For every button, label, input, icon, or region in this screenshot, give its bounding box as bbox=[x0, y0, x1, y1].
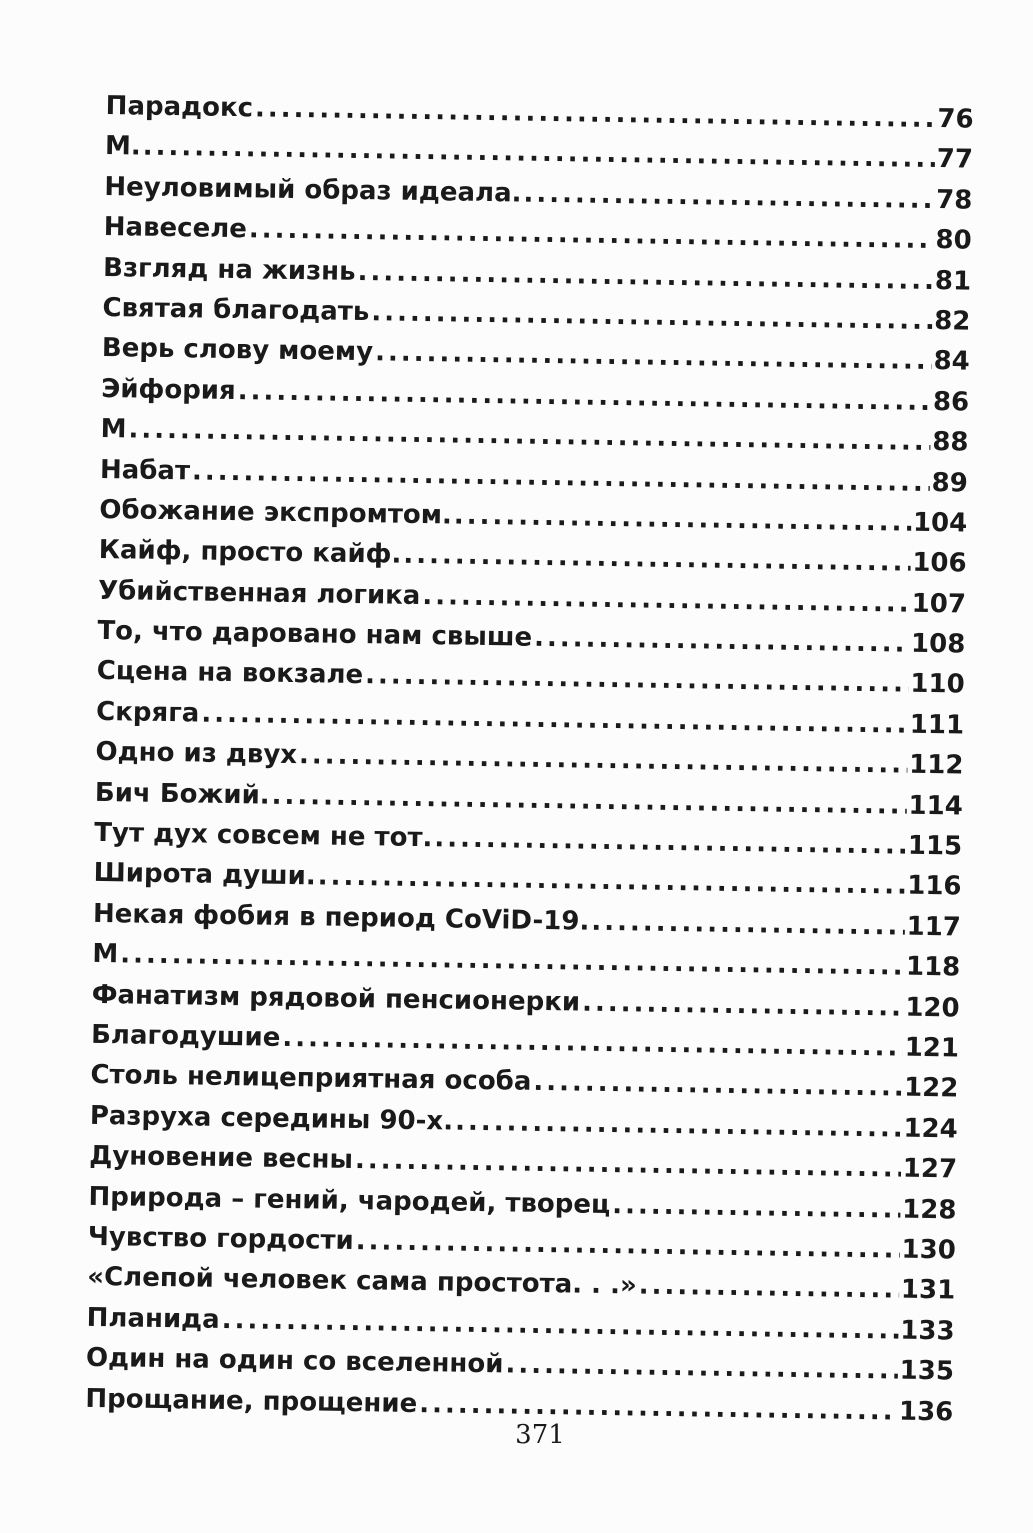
toc-dot-leader bbox=[454, 495, 912, 542]
toc-entry-title: Кайф, просто кайф. bbox=[98, 535, 402, 570]
toc-entry-page: 81 bbox=[934, 265, 972, 297]
toc-entry-page: 82 bbox=[933, 305, 971, 337]
toc-dot-leader bbox=[534, 618, 910, 664]
toc-dot-leader bbox=[455, 1101, 902, 1148]
toc-entry-page: 136 bbox=[898, 1396, 954, 1427]
toc-entry-title: Столь нелицеприятная особа bbox=[90, 1060, 532, 1098]
toc-entry-title: Прощание, прощение bbox=[85, 1383, 418, 1419]
toc-entry-page: 84 bbox=[933, 346, 971, 377]
toc-entry-title: Верь слову моему bbox=[101, 333, 374, 368]
toc-entry-title: Навеселе bbox=[103, 212, 248, 245]
toc-entry-page: 76 bbox=[937, 104, 974, 135]
toc-entry-title: Благодушие bbox=[90, 1019, 281, 1053]
toc-entry-page: 111 bbox=[909, 709, 965, 741]
toc-entry-page: 88 bbox=[932, 427, 969, 458]
toc-entry-title: Разруха середины 90-х. bbox=[89, 1100, 454, 1137]
toc-entry-title: Планида bbox=[86, 1302, 220, 1335]
toc-entry-page: 131 bbox=[900, 1274, 956, 1306]
toc-entry-title: Бич Божий. bbox=[94, 777, 270, 811]
toc-entry-page: 135 bbox=[899, 1355, 955, 1387]
toc-entry-page: 121 bbox=[904, 1032, 960, 1064]
toc-entry-page: 80 bbox=[935, 225, 972, 256]
toc-entry-page: 86 bbox=[932, 386, 970, 418]
toc-entry-title: Эйфория bbox=[101, 373, 236, 406]
toc-entry-page: 110 bbox=[910, 669, 965, 701]
toc-entry-page: 130 bbox=[901, 1234, 957, 1266]
toc-entry-title: То, что даровано нам свыше bbox=[97, 616, 533, 653]
toc-entry-title: Один на один со вселенной bbox=[85, 1342, 504, 1380]
toc-entry-title: Парадокс bbox=[105, 90, 254, 124]
toc-dot-leader bbox=[582, 982, 904, 1027]
toc-entry-title: Святая благодать bbox=[102, 292, 370, 328]
toc-dot-leader bbox=[422, 576, 910, 624]
toc-dot-leader bbox=[591, 902, 905, 947]
toc-entry-title: Взгляд на жизнь bbox=[102, 252, 356, 287]
toc-entry-page: 133 bbox=[900, 1315, 955, 1347]
toc-entry-title: М bbox=[92, 939, 119, 970]
toc-dot-leader bbox=[523, 173, 934, 219]
toc-entry-title: Неуловимый образ идеала. bbox=[104, 171, 522, 209]
toc-entry-page: 117 bbox=[906, 911, 962, 943]
toc-dot-leader bbox=[533, 1062, 902, 1108]
toc-entry-page: 107 bbox=[911, 588, 967, 620]
toc-dot-leader bbox=[638, 1266, 899, 1310]
toc-entry-title: Дуновение весны bbox=[88, 1141, 354, 1176]
toc-entry-title: М bbox=[100, 414, 127, 445]
toc-entry-page: 128 bbox=[901, 1194, 957, 1226]
table-of-contents bbox=[85, 86, 974, 1432]
toc-entry-page: 116 bbox=[907, 871, 962, 902]
toc-entry-title: Природа – гений, чародей, творец bbox=[88, 1181, 611, 1220]
toc-entry-title: «Слепой человек сама простота. . .» bbox=[87, 1262, 638, 1301]
toc-entry-title: Набат bbox=[99, 454, 191, 486]
toc-entry-page: 78 bbox=[935, 184, 973, 216]
toc-entry-page: 122 bbox=[903, 1073, 959, 1104]
toc-entry-page: 118 bbox=[905, 951, 961, 983]
toc-entry-title: Обожание экспромтом. bbox=[99, 494, 453, 531]
toc-entry-page: 124 bbox=[903, 1113, 958, 1145]
toc-entry-title: Широта души. bbox=[93, 858, 316, 892]
toc-entry-page: 127 bbox=[902, 1153, 958, 1185]
toc-entry-title: Скряга bbox=[95, 696, 200, 729]
toc-entry-page: 108 bbox=[910, 628, 966, 660]
toc-entry-page: 77 bbox=[936, 144, 974, 176]
toc-entry-title: Тут дух совсем не тот. bbox=[94, 817, 433, 854]
toc-entry-title: Одно из двух bbox=[95, 737, 298, 771]
toc-entry-page: 112 bbox=[908, 749, 964, 781]
toc-entry-page: 104 bbox=[912, 507, 968, 539]
toc-dot-leader bbox=[505, 1345, 898, 1391]
toc-entry-page: 106 bbox=[912, 548, 967, 579]
toc-entry-title: Фанатизм рядовой пенсионерки bbox=[91, 979, 581, 1018]
toc-entry-page: 115 bbox=[907, 830, 963, 862]
toc-entry-page: 114 bbox=[908, 790, 964, 822]
toc-entry-title: Чувство гордости bbox=[87, 1221, 355, 1256]
toc-dot-leader bbox=[434, 818, 906, 865]
toc-entry-title: Сцена на вокзале bbox=[96, 656, 364, 691]
toc-entry-title: Некая фобия в период CoViD-19. bbox=[92, 898, 590, 937]
toc-dot-leader bbox=[612, 1185, 900, 1230]
toc-entry-title: М. bbox=[104, 131, 142, 162]
toc-entry-title: Убийственная логика bbox=[97, 575, 421, 611]
toc-entry-page: 89 bbox=[931, 467, 969, 499]
page-number: 371 bbox=[515, 1420, 565, 1450]
toc-entry-page: 120 bbox=[905, 992, 960, 1024]
